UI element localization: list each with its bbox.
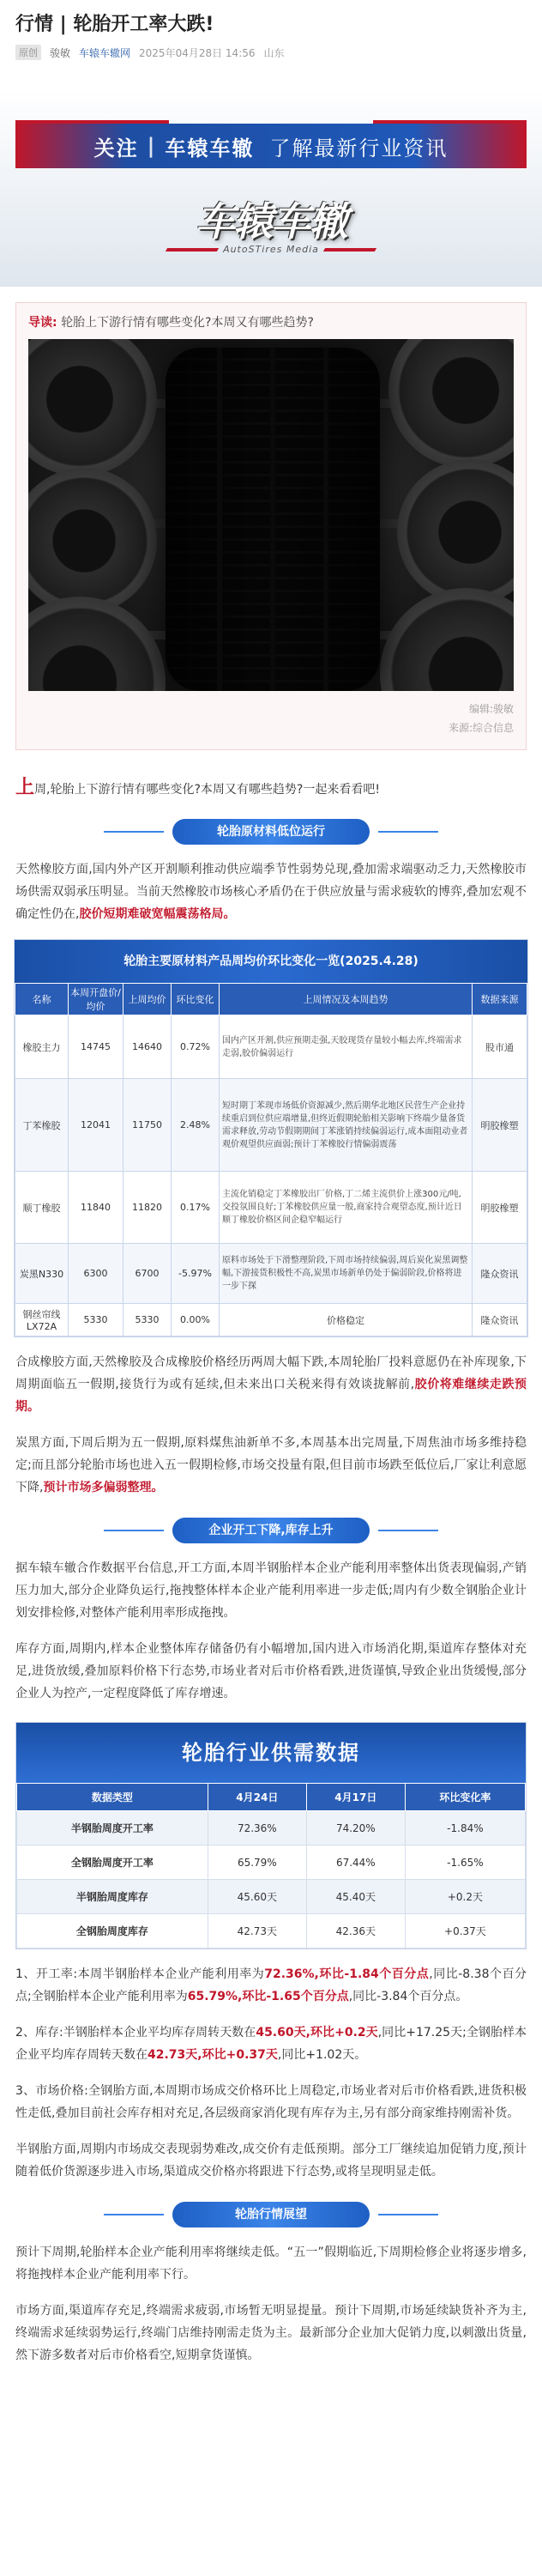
supply-table-grid	[16, 1783, 526, 1949]
guide-lead: 导读:	[28, 316, 57, 330]
brand-logo	[0, 191, 542, 255]
price-table-title: 轮胎主要原材料产品周均价环比变化一览(2025.4.28)	[15, 940, 527, 983]
page-title: 行情 | 轮胎开工率大跌!	[15, 14, 214, 35]
table-row: 顺丁橡胶 11840 11820 0.17% 主流化销稳定丁苯橡胶出厂价格,丁二烯主流供价上涨300元/吨,交投氛围良好;丁苯橡胶供应量一般,商家持合观望态度,预计近日顺丁橡胶价格区间企稳窄幅运行 明胶橡塑	[15, 1172, 527, 1244]
tire-photo	[28, 339, 514, 691]
paragraph-synthetic-rubber: 合成橡胶方面,天然橡胶及合成橡胶价格经历两周大幅下跌,本周轮胎厂投料意愿仍在补库现象,下周期面临五一假期,接货行为或有延续,但未来出口关税来得有效谈拢解前,胶价将难继续走跌预期。	[15, 1355, 527, 1414]
guide-box	[15, 302, 527, 750]
paragraph-outlook-1: 预计下周期,轮胎样本企业产能利用率将继续走低。“五一”假期临近,下周期检修企业将逐步增多,将拖拽样本企业产能利用率下行。	[15, 2246, 527, 2282]
logo-english: AutoSTires Media	[0, 244, 542, 255]
table-row: 炭黑N330 6300 6700 -5.97% 原料市场处于下滑整理阶段,下周市场持续偏弱,周后炭化炭黑调整幅,下游接货积极性不高,炭黑市场新单仍处于偏弱阶段,价格将进一步下探 隆众资讯	[15, 1244, 527, 1304]
table-row: 全钢胎周度库存 42.73天 42.36天 +0.37天	[17, 1914, 526, 1949]
paragraph-operations: 据车辕车辙合作数据平台信息,开工方面,本周半钢胎样本企业产能利用率整体出货表现偏弱,产销压力加大,部分企业降负运行,拖拽整体样本企业产能利用率进一步走低;周内有少数全钢胎企业计划安排检修,对整体产能利用率形成拖拽。	[15, 1561, 527, 1620]
col-header-date2: 4月17日	[306, 1784, 405, 1811]
slogan-follow: 关注	[93, 136, 139, 161]
supply-table	[15, 1722, 527, 1949]
col-header-last-week: 上周均价	[123, 984, 172, 1015]
intro-dropcap: 上	[15, 777, 35, 798]
col-header-situation: 上周情况及本周趋势	[220, 984, 473, 1015]
follow-banner	[0, 89, 542, 287]
guide-question	[28, 313, 514, 330]
paragraph-stock: 2、库存:半钢胎样本企业平均库存周转天数在45.60天,环比+0.2天,同比+17.25天;全钢胎样本企业平均库存周转天数在42.73天,环比+0.37天,同比+1.02天。	[15, 2026, 527, 2062]
slogan-tagline: 了解最新行业资讯	[269, 136, 449, 161]
tire-tread	[166, 348, 380, 691]
paragraph-carbon-black: 炭黑方面,下周后期为五一假期,原料煤焦油新单不多,本周基本出完周量,下周焦油市场多维持稳定;而且部分轮胎市场也进入五一假期检修,市场交投量有限,但目前市场跌至低位后,厂家让利意愿下降,预计市场多偏弱整理。	[15, 1436, 527, 1494]
source-credit: 来源:综合信息	[448, 722, 514, 734]
banner-slogan	[15, 124, 527, 168]
table-row: 全钢胎周度开工率 65.79% 67.44% -1.65%	[17, 1846, 526, 1880]
paragraph-inventory: 库存方面,周期内,样本企业整体库存储备仍有小幅增加,国内进入市场消化期,渠道库存整体对充足,进货放缓,叠加原料价格下行态势,市场业者对后市价格看跌,进货谨慎,导致企业出货缓慢,部分企业人为控产,一定程度降低了库存增速。	[15, 1642, 527, 1700]
col-header-type: 数据类型	[17, 1784, 208, 1811]
slogan-separator: |	[147, 134, 157, 158]
col-header-rate: 环比变化率	[405, 1784, 525, 1811]
author-name: 骏敏	[50, 46, 71, 59]
photo-caption	[28, 691, 514, 737]
paragraph-natural-rubber: 天然橡胶方面,国内外产区开割顺利推动供应端季节性弱势兑现,叠加需求端驱动乏力,天然橡胶市场供需双弱承压明显。当前天然橡胶市场核心矛盾仍在于供应放量与需求疲软的博弈,叠加宏观不确定性仍在,胶价短期难破宽幅震荡格局。	[15, 863, 527, 921]
publish-time: 2025年04月28日 14:56	[139, 46, 256, 59]
paragraph-semi-steel: 半钢胎方面,周期内市场成交表现弱势难改,成交价有走低预期。部分工厂继续追加促销力度,预计随着低价货源逐步进入市场,渠道成交价格亦将跟进下行态势,或将呈现明显走低。	[15, 2143, 527, 2179]
supply-table-title: 轮胎行业供需数据	[16, 1723, 526, 1783]
price-table-grid	[15, 983, 527, 1336]
slogan-brand: 车辕车辙	[165, 136, 255, 161]
publish-location: 山东	[263, 46, 285, 59]
editor-credit: 编辑:骏敏	[468, 703, 514, 715]
intro-text: 周,轮胎上下游行情有哪些变化?本周又有哪些趋势?一起来看看吧!	[34, 783, 380, 797]
intro-paragraph	[15, 778, 527, 800]
table-row: 丁苯橡胶 12041 11750 2.48% 短时期丁苯现市场低价资源减少,然后期华北地区民营生产企业持续重启到位供应端增量,但终近假期轮胎相关影响下终端少量备货需求释放,劳动节假期期间丁苯涨销持续偏弱运行,成本面阻动业者观价观望供应面弱;预计丁苯橡胶行情偏弱震荡 明胶橡塑	[15, 1079, 527, 1172]
col-header-date1: 4月24日	[208, 1784, 306, 1811]
paragraph-utilization: 1、开工率:本周半钢胎样本企业产能利用率为72.36%,环比-1.84个百分点,同比-8.38个百分点;全钢胎样本企业产能利用率为65.79%,环比-1.65个百分点,同比-3.84个百分点。	[15, 1967, 527, 2003]
col-header-change: 环比变化	[172, 984, 220, 1015]
account-link[interactable]: 车辕车辙网	[79, 46, 131, 59]
paragraph-market-price: 3、市场价格:全钢胎方面,本周期市场成交价格环比上周稳定,市场业者对后市价格看跌,进货积极性走低,叠加目前社会库存相对充足,各层级商家消化现有库存为主,另有部分商家维持刚需补货。	[15, 2084, 527, 2120]
col-header-source: 数据来源	[473, 984, 527, 1015]
table-row: 橡胶主力 14745 14640 0.72% 国内产区开割,供应预期走强,天胶现货存量较小幅去库,终端需求走弱,胶价偏弱运行 股市通	[15, 1015, 527, 1079]
table-row: 半钢胎周度开工率 72.36% 74.20% -1.84%	[17, 1811, 526, 1846]
logo-chinese: 车辕车辙	[196, 198, 346, 245]
original-badge: 原创	[15, 45, 41, 60]
guide-text: 轮胎上下游行情有哪些变化?本周又有哪些趋势?	[61, 316, 314, 330]
section-title-outlook: 轮胎行情展望	[172, 2202, 370, 2227]
price-table	[14, 939, 528, 1337]
section-title-materials: 轮胎原材料低位运行	[172, 819, 370, 845]
paragraph-outlook-2: 市场方面,渠道库存充足,终端需求疲弱,市场暂无明显提量。预计下周期,市场延续缺货补齐为主,终端需求延续弱势运行,终端门店维持刚需走货为主。最新部分企业加大促销力度,以刺激出货量,然下游多数者对后市价格看空,短期拿货谨慎。	[15, 2304, 527, 2362]
col-header-name: 名称	[15, 984, 69, 1015]
table-row: 钢丝帘线LX72A 5330 5330 0.00% 价格稳定 隆众资讯	[15, 1304, 527, 1336]
article-meta	[0, 43, 542, 62]
col-header-this-week: 本周开盘价/均价	[69, 984, 123, 1015]
section-title-operations: 企业开工下降,库存上升	[172, 1518, 370, 1543]
table-row: 半钢胎周度库存 45.60天 45.40天 +0.2天	[17, 1880, 526, 1914]
